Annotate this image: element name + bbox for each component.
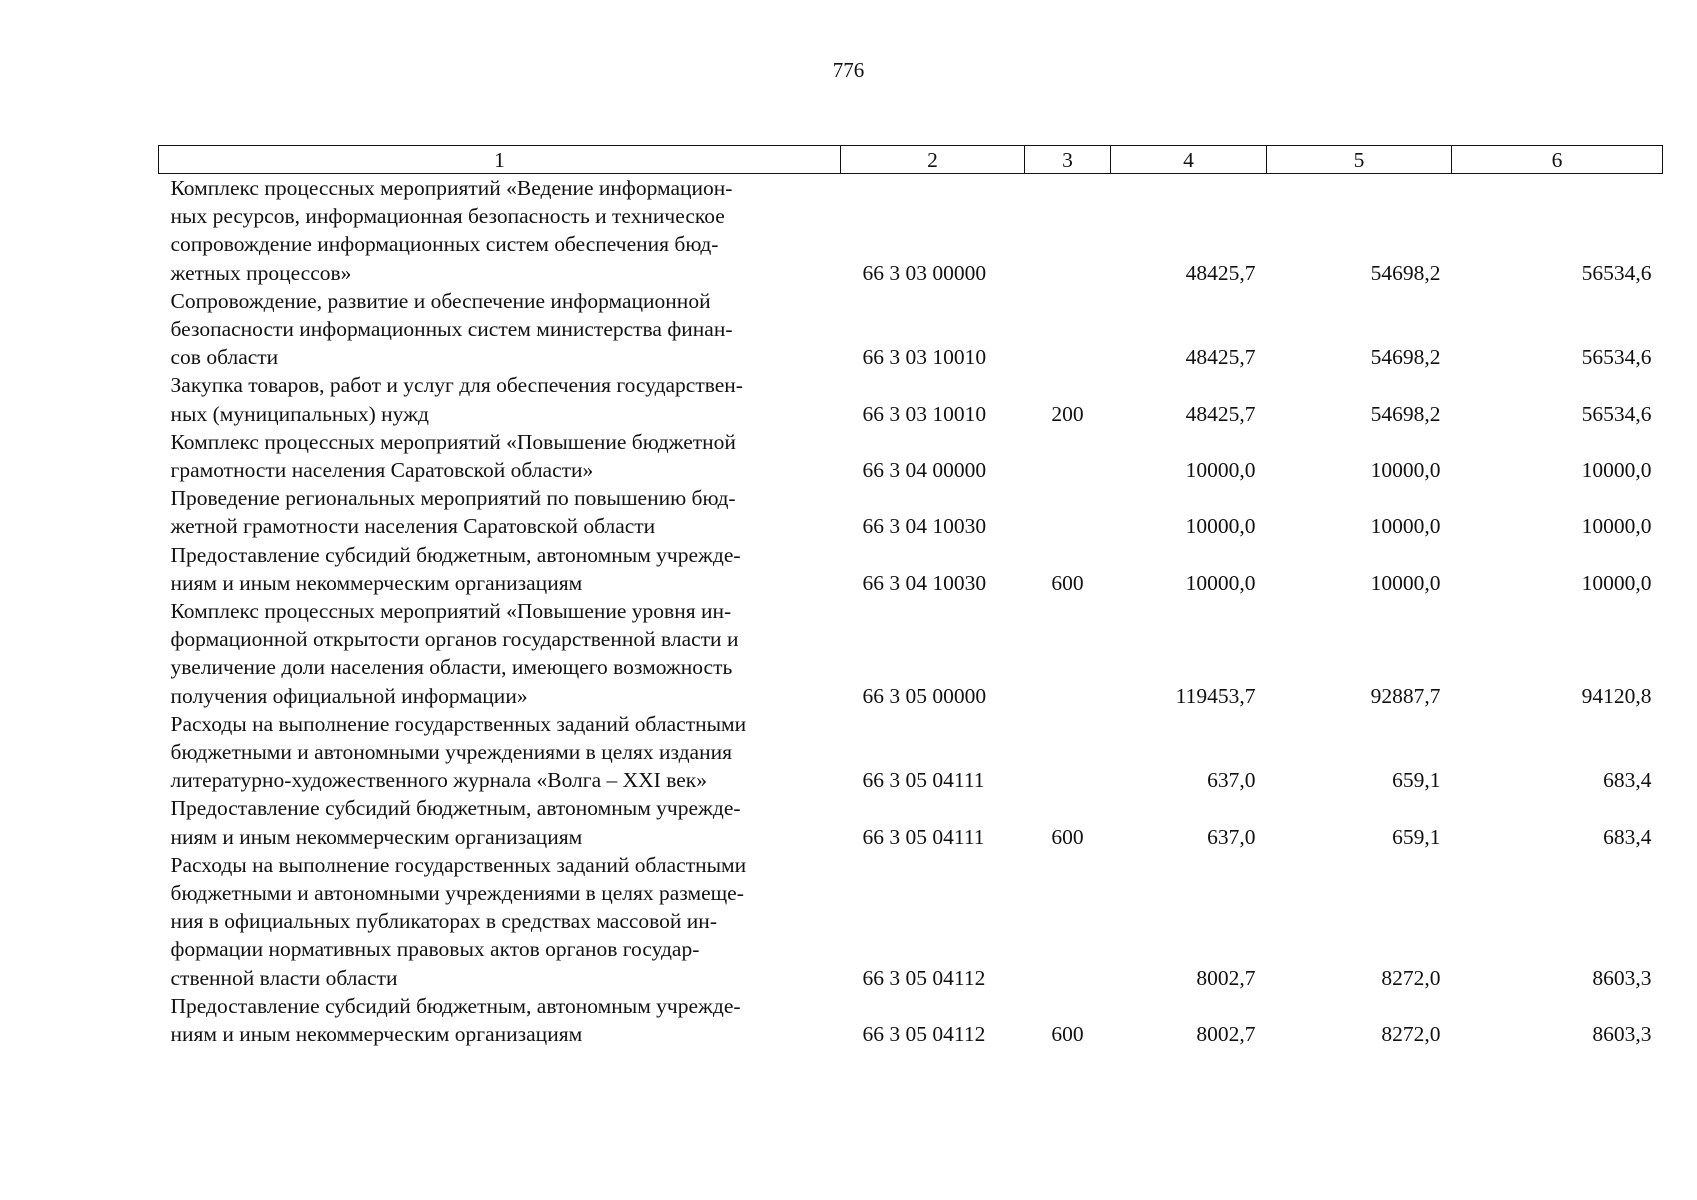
row-code: 66 3 03 10010 <box>862 345 987 370</box>
row-name-line: Комплекс процессных мероприятий «Повышение бюджетной <box>170 429 736 454</box>
row-expense-type <box>1025 710 1111 795</box>
row-value-col6: 56534,6 <box>1581 345 1652 370</box>
row-name-line: бюджетными и автономными учреждениями в целях размеще- <box>170 881 744 906</box>
row-value-col5: 8272,0 <box>1381 1022 1441 1047</box>
row-expense-type <box>1025 851 1111 992</box>
row-name-line: ных (муниципальных) нужд <box>170 401 429 426</box>
row-name-line: Предоставление субсидий бюджетным, автономным учрежде- <box>170 993 741 1018</box>
row-code: 66 3 03 00000 <box>862 260 987 285</box>
row-code: 66 3 03 10010 <box>862 401 987 426</box>
row-value-col5: 92887,7 <box>1370 683 1441 708</box>
column-header-1: 1 <box>159 146 841 174</box>
row-value-col6: 8603,3 <box>1592 965 1652 990</box>
row-name-line: получения официальной информации» <box>170 683 528 708</box>
row-value-col5: 659,1 <box>1392 824 1441 849</box>
row-expense-type: 600 <box>1051 824 1084 849</box>
row-code: 66 3 04 10030 <box>862 570 987 595</box>
row-value-col5: 659,1 <box>1392 768 1441 793</box>
table-row <box>159 174 1663 287</box>
row-name-line: ниям и иным некоммерческим организациям <box>170 824 583 849</box>
row-code: 66 3 05 04112 <box>862 965 986 990</box>
row-expense-type <box>1025 174 1111 287</box>
table-row <box>159 287 1663 372</box>
table-row <box>159 597 1663 710</box>
row-value-col5: 10000,0 <box>1370 458 1441 483</box>
row-value-col4: 10000,0 <box>1185 458 1256 483</box>
row-expense-type <box>1025 428 1111 484</box>
row-value-col6: 10000,0 <box>1581 570 1652 595</box>
row-expense-type: 200 <box>1051 401 1084 426</box>
column-header-4: 4 <box>1111 146 1267 174</box>
row-value-col5: 10000,0 <box>1370 514 1441 539</box>
row-name-line: сов области <box>170 345 279 370</box>
row-name <box>159 287 841 372</box>
row-name-line: Проведение региональных мероприятий по повышению бюд- <box>170 486 736 511</box>
table-row <box>159 428 1663 484</box>
row-value-col4: 8002,7 <box>1196 965 1256 990</box>
row-name-line: Комплекс процессных мероприятий «Повышение уровня ин- <box>170 599 732 624</box>
row-name-line: Расходы на выполнение государственных заданий областными <box>170 852 747 877</box>
row-value-col5: 10000,0 <box>1370 570 1441 595</box>
row-name <box>159 992 841 1048</box>
row-value-col6: 683,4 <box>1603 824 1652 849</box>
row-name <box>159 851 841 992</box>
row-value-col5: 54698,2 <box>1370 401 1441 426</box>
row-name <box>159 371 841 427</box>
table-row <box>159 371 1663 427</box>
row-name-line: формации нормативных правовых актов органов государ- <box>170 937 700 962</box>
row-name-line: Расходы на выполнение государственных заданий областными <box>170 711 747 736</box>
row-code: 66 3 05 04112 <box>862 1022 986 1047</box>
row-name-line: ния в официальных публикаторах в средствах массовой ин- <box>170 909 717 934</box>
column-header-3: 3 <box>1025 146 1111 174</box>
row-value-col5: 54698,2 <box>1370 260 1441 285</box>
row-expense-type: 600 <box>1051 570 1084 595</box>
row-value-col4: 10000,0 <box>1185 570 1256 595</box>
row-name-line: жетной грамотности населения Саратовской области <box>170 514 656 539</box>
row-value-col5: 8272,0 <box>1381 965 1441 990</box>
row-value-col6: 56534,6 <box>1581 401 1652 426</box>
table-row <box>159 484 1663 540</box>
column-header-2: 2 <box>841 146 1025 174</box>
row-name-line: Предоставление субсидий бюджетным, автономным учрежде- <box>170 542 741 567</box>
column-header-6: 6 <box>1452 146 1663 174</box>
row-name-line: жетных процессов» <box>170 260 352 285</box>
row-name <box>159 484 841 540</box>
row-value-col4: 10000,0 <box>1185 514 1256 539</box>
row-expense-type: 600 <box>1051 1022 1084 1047</box>
row-value-col6: 10000,0 <box>1581 514 1652 539</box>
table-body <box>159 174 1663 1049</box>
row-name-line: Предоставление субсидий бюджетным, автономным учрежде- <box>170 796 741 821</box>
row-name-line: Комплекс процессных мероприятий «Ведение информацион- <box>170 176 733 200</box>
row-name <box>159 794 841 850</box>
row-value-col4: 637,0 <box>1207 768 1256 793</box>
row-name-line: литературно-художественного журнала «Волга – XXI век» <box>170 768 707 793</box>
row-name <box>159 428 841 484</box>
row-value-col4: 637,0 <box>1207 824 1256 849</box>
page-number: 776 <box>832 58 865 82</box>
row-value-col5: 54698,2 <box>1370 345 1441 370</box>
row-name <box>159 174 841 287</box>
row-name-line: бюджетными и автономными учреждениями в целях издания <box>170 740 732 765</box>
row-value-col4: 119453,7 <box>1175 683 1256 708</box>
row-value-col6: 10000,0 <box>1581 458 1652 483</box>
row-value-col6: 94120,8 <box>1581 683 1652 708</box>
row-name-line: ниям и иным некоммерческим организациям <box>170 570 583 595</box>
budget-table <box>158 145 1663 1048</box>
row-name-line: Сопровождение, развитие и обеспечение информационной <box>170 288 711 313</box>
row-name-line: сопровождение информационных систем обеспечения бюд- <box>170 232 719 257</box>
row-expense-type <box>1025 597 1111 710</box>
row-name-line: увеличение доли населения области, имеющего возможность <box>170 655 733 680</box>
row-code: 66 3 05 00000 <box>862 683 987 708</box>
row-name-line: формационной открытости органов государственной власти и <box>170 627 739 652</box>
row-name-line: ственной власти области <box>170 965 398 990</box>
column-header-5: 5 <box>1267 146 1452 174</box>
row-name-line: Закупка товаров, работ и услуг для обеспечения государствен- <box>170 373 743 398</box>
header-row <box>159 146 1663 174</box>
table-row <box>159 992 1663 1048</box>
table-row <box>159 851 1663 992</box>
row-value-col4: 48425,7 <box>1185 401 1256 426</box>
row-name <box>159 710 841 795</box>
row-code: 66 3 05 04111 <box>862 768 985 793</box>
row-value-col6: 56534,6 <box>1581 260 1652 285</box>
row-value-col6: 683,4 <box>1603 768 1652 793</box>
row-code: 66 3 04 10030 <box>862 514 987 539</box>
row-value-col4: 48425,7 <box>1185 260 1256 285</box>
row-name-line: безопасности информационных систем министерства финан- <box>170 317 733 342</box>
table-header <box>159 146 1663 174</box>
row-code: 66 3 05 04111 <box>862 824 985 849</box>
row-expense-type <box>1025 287 1111 372</box>
table-row <box>159 541 1663 597</box>
row-name-line: ных ресурсов, информационная безопасность и техническое <box>170 204 725 229</box>
table-row <box>159 794 1663 850</box>
row-name-line: ниям и иным некоммерческим организациям <box>170 1022 583 1047</box>
table-row <box>159 710 1663 795</box>
row-value-col4: 48425,7 <box>1185 345 1256 370</box>
row-name-line: грамотности населения Саратовской области» <box>170 458 594 483</box>
row-name <box>159 597 841 710</box>
row-value-col6: 8603,3 <box>1592 1022 1652 1047</box>
row-value-col4: 8002,7 <box>1196 1022 1256 1047</box>
row-expense-type <box>1025 484 1111 540</box>
row-name <box>159 541 841 597</box>
row-code: 66 3 04 00000 <box>862 458 987 483</box>
